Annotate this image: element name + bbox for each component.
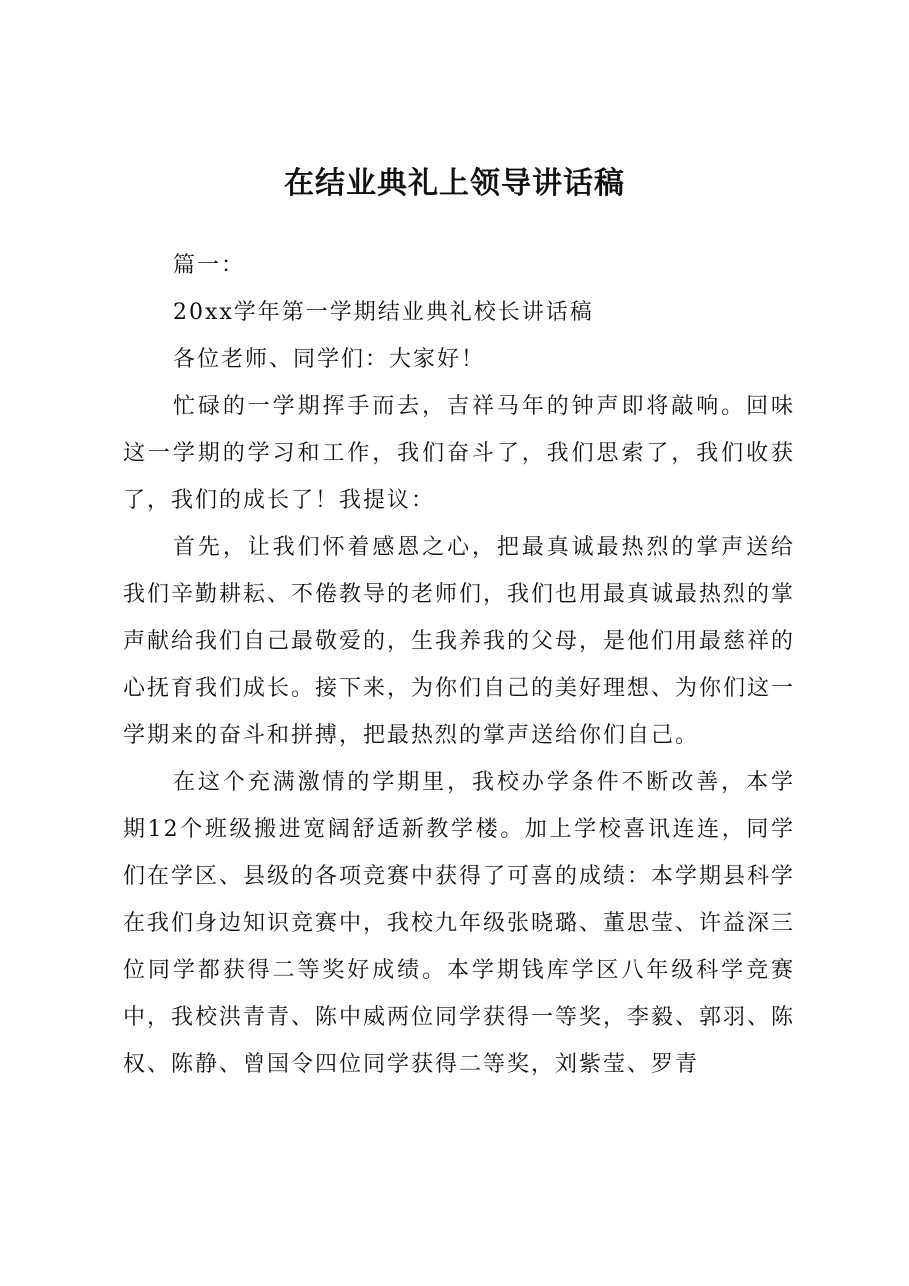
paragraph: 首先，让我们怀着感恩之心，把最真诚最热烈的掌声送给我们辛勤耕耘、不倦教导的老师们，我们也用最真诚最热烈的掌声献给我们自己最敬爱的，生我养我的父母，是他们用最慈祥的心抚育我们成长。接下来，为你们自己的美好理想、为你们这一学期来的奋斗和拼搏，把最热烈的掌声送给你们自己。: [123, 535, 796, 748]
greeting: 各位老师、同学们：大家好！: [173, 347, 486, 372]
document-body: [123, 242, 795, 1088]
paragraph: 忙碌的一学期挥手而去，吉祥马年的钟声即将敲响。回味这一学期的学习和工作，我们奋斗了，我们思索了，我们收获了，我们的成长了！我提议：: [123, 394, 795, 513]
paragraph: 在这个充满激情的学期里，我校办学条件不断改善，本学期12个班级搬进宽阔舒适新教学楼。加上学校喜讯连连，同学们在学区、县级的各项竞赛中获得了可喜的成绩：本学期县科学在我们身边知识竞赛中，我校九年级张晓璐、董思莹、许益深三位同学都获得二等奖好成绩。本学期钱库学区八年级科学竞赛中，我校洪青青、陈中威两位同学获得一等奖，李毅、郭羽、陈权、陈静、曾国令四位同学获得二等奖，刘紫莹、罗青: [123, 770, 796, 1077]
document-title: 在结业典礼上领导讲话稿: [284, 166, 625, 201]
speech-subtitle: 20xx学年第一学期结业典礼校长讲话稿: [173, 300, 594, 325]
section-label: 篇一：: [173, 253, 246, 278]
